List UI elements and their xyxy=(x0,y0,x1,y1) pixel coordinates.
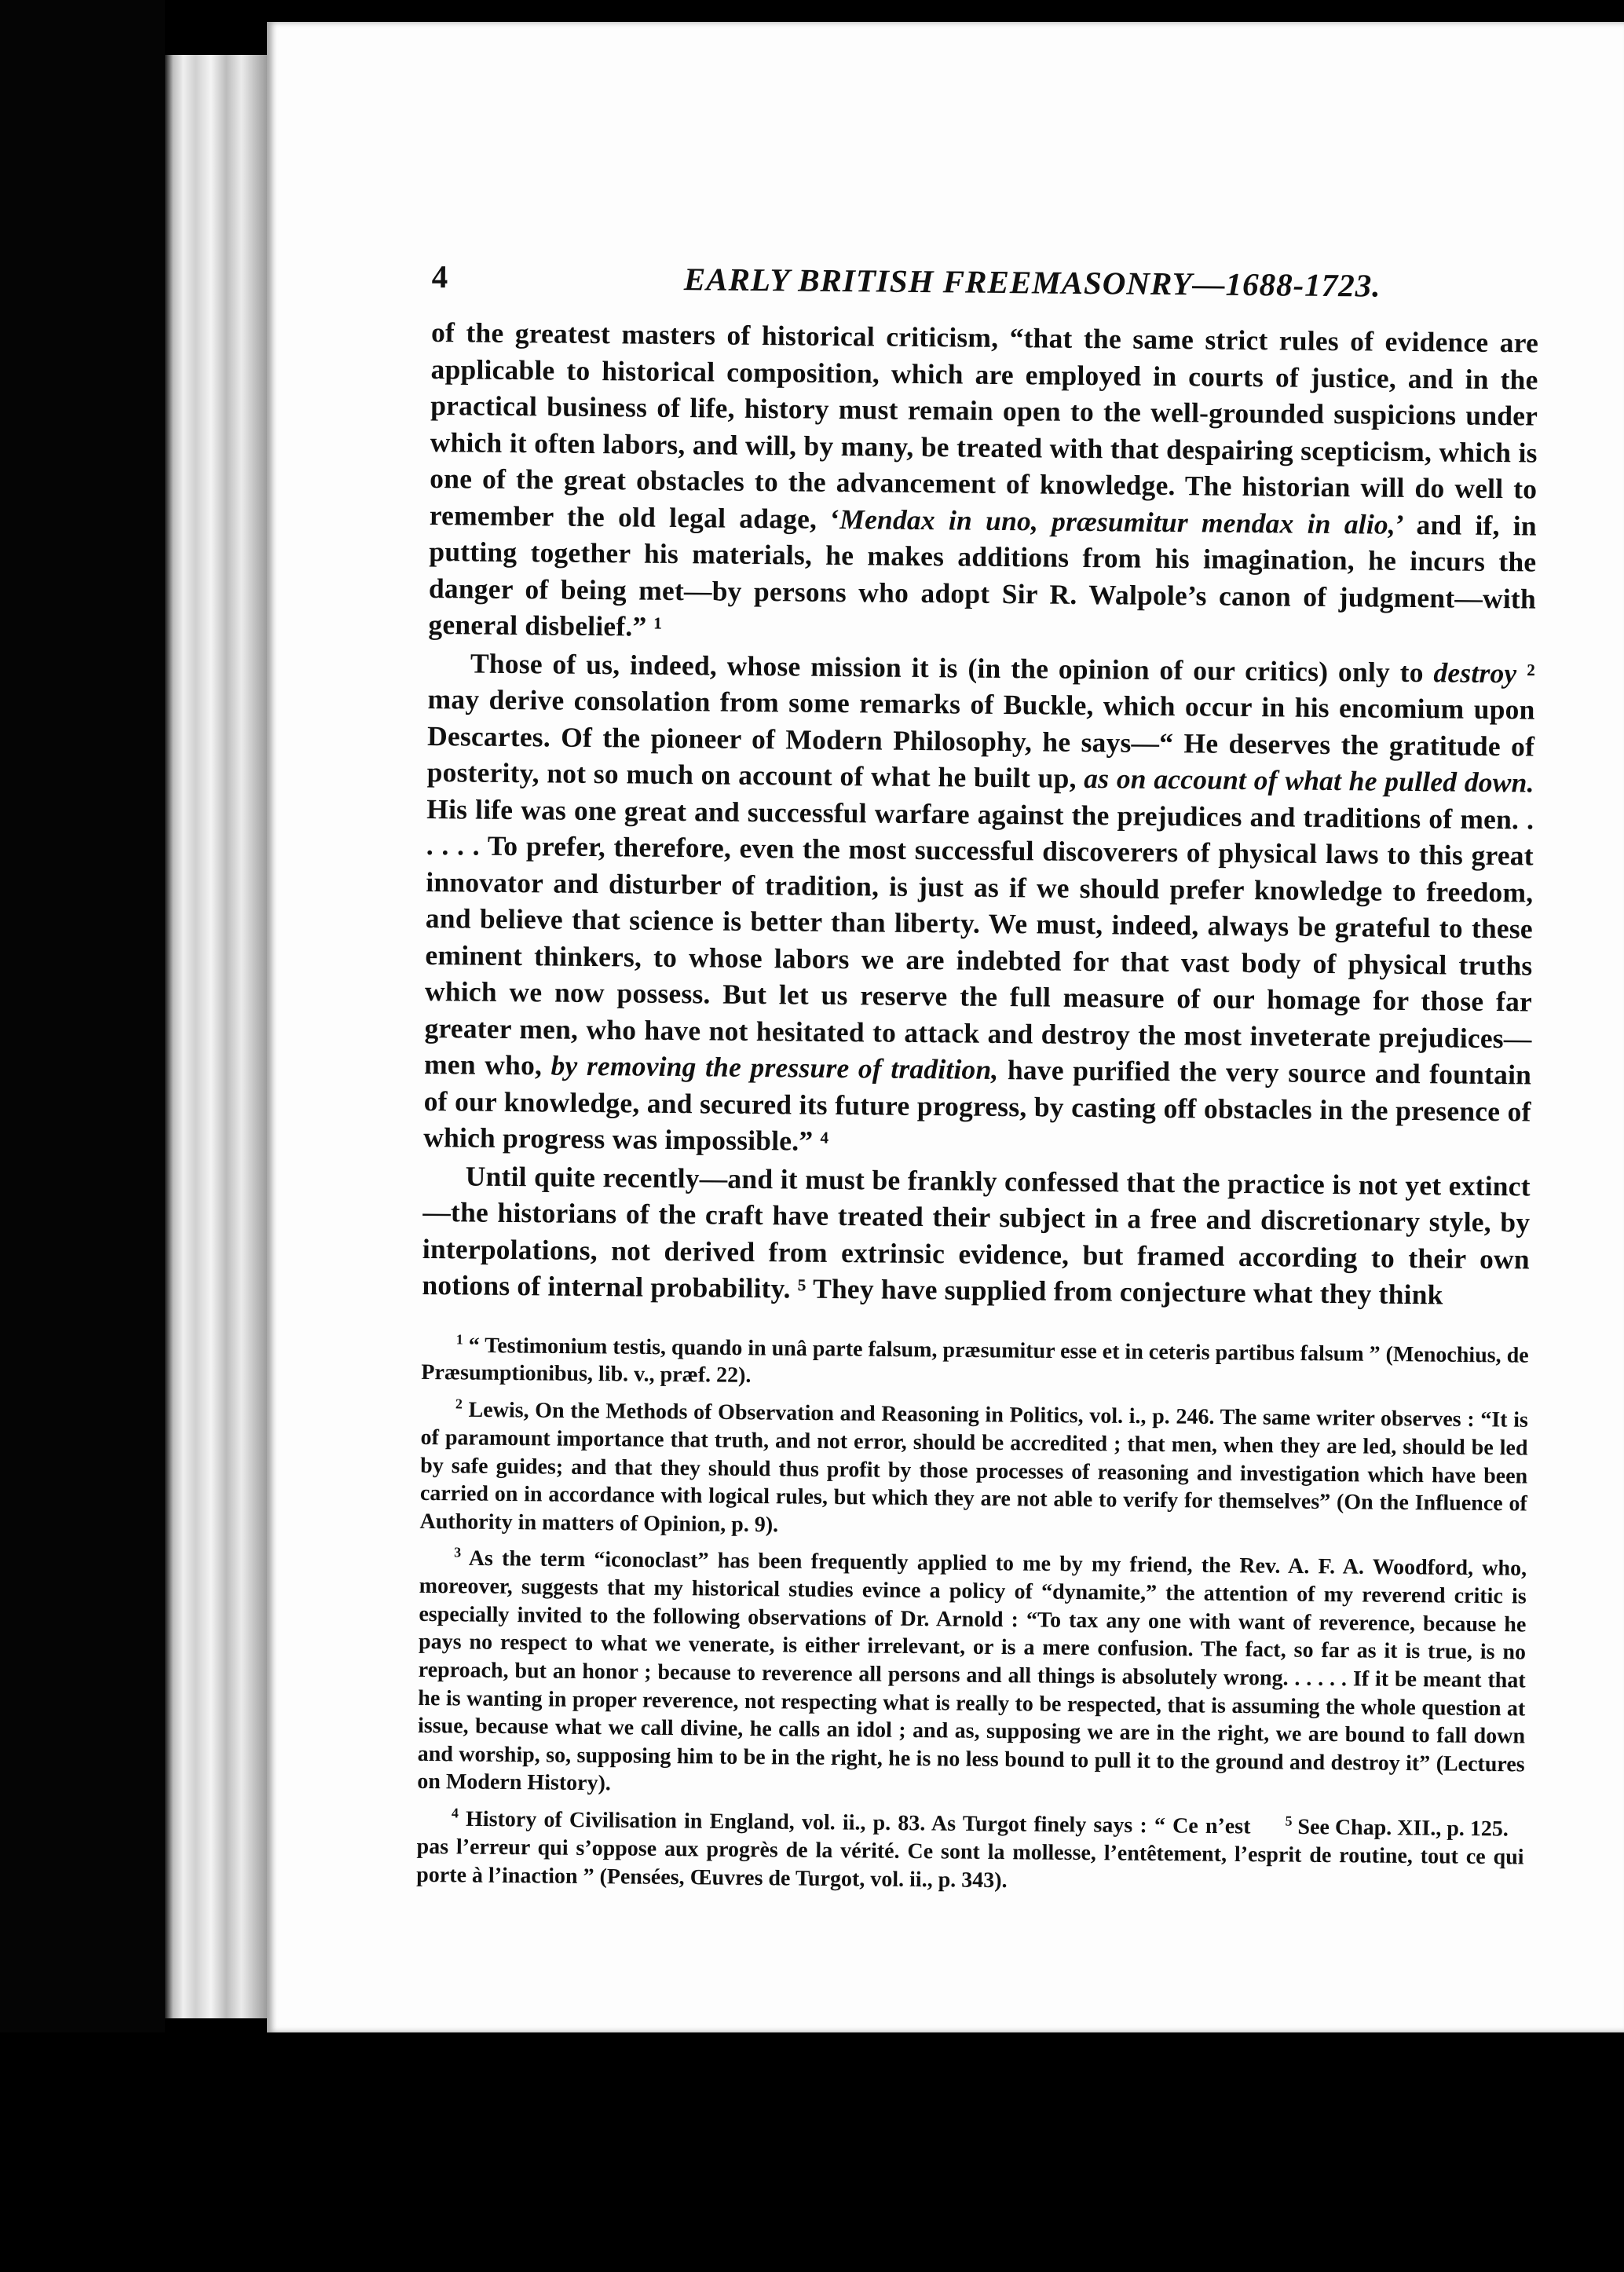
footnote-marker: 2 xyxy=(455,1396,463,1412)
footnotes xyxy=(416,1325,1529,1899)
book-spine-shadow xyxy=(0,0,165,2272)
footnote-text: As the term “iconoclast” has been frequently applied to me by my friend, the Rev. A. F. A. Woodford, who, moreover, suggests that my historical studies evince a policy of “dynamite,” the attention of my reverend critic is especially invited to the following observations of Dr. Arnold : “To tax any one with want of reverence, because he pays no respect to what we venerate, is either irrelevant, or is a mere confusion. The fact, so far as it is true, is no reproach, but an honor ; because to reverence all persons and all things is absolutely wrong. . . . . . If it be meant that he is wanting in proper reverence, not respecting what is really to be respected, that is assuming the whole question at issue, because what we call divine, he calls an idol ; and as, supposing we are in the right, we are bound to fall down and worship, so, supposing him to be in the right, he is no less bound to pull it to the ground and destroy it” (Lectures on Modern History). xyxy=(417,1546,1527,1796)
page-content xyxy=(416,258,1539,1903)
scan-background-bottom xyxy=(0,2032,1624,2272)
footnote-4 xyxy=(416,1799,1524,1900)
book-page xyxy=(267,22,1624,2032)
p1-text-c: ’ and if, in putting together his materials, he makes additions from his imagination, he incurs the danger of being met—by persons who adopt Sir R. Walpole’s canon of judgment—with general disbelief.” ¹ xyxy=(428,508,1537,642)
p2-text-g: have purified the very source and fountain of our knowledge, and secured its future progress, by casting off obstacles in the presence of which progress was impossible.” ⁴ xyxy=(423,1053,1532,1157)
p1-latin-adage: Mendax in uno, præsumitur mendax in alio, xyxy=(839,503,1396,540)
paragraph-1 xyxy=(428,314,1538,653)
body-text xyxy=(422,314,1538,1314)
paragraph-3: Until quite recently—and it must be frankly confessed that the practice is not yet extinct—the historians of the craft have treated their subject in a free and discretionary style, by interpolations, not derived from extrinsic evidence, but framed according to their own notions of internal probability. ⁵ They have supplied from conjecture what they think xyxy=(422,1159,1531,1311)
footnote-text: See Chap. XII., p. 125. xyxy=(1297,1814,1509,1842)
footnote-text: “ Testimonium testis, quando in unâ parte falsum, præsumitur esse et in ceteris partibus falsum ” (Menochius, de Præsumptionibus, lib. v., præf. 22). xyxy=(421,1333,1529,1388)
footnote-marker: 4 xyxy=(451,1805,459,1821)
footnote-3 xyxy=(417,1538,1527,1806)
p2-text-c: ² may derive consolation from some remarks of Buckle, which occur in his encomium upon Descartes. Of the pioneer of Modern Philosophy, he says—“ He deserves the gratitude of posterity, not so much on account of what he built up, xyxy=(426,657,1536,794)
footnote-marker: 3 xyxy=(454,1544,462,1560)
p2-emphasis-tradition: by removing the pressure of tradition, xyxy=(550,1049,999,1085)
footnote-5 xyxy=(1250,1807,1509,1843)
running-head xyxy=(431,258,1539,316)
p2-text-e: His life was one great and successful warfare against the prejudices and traditions of men. . . . . . To prefer, therefore, even the most successful discoverers of physical laws to this great innovator and disturber of tradition, is just as if we should prefer knowledge to freedom, and believe that science is better than liberty. We must, indeed, always be grateful to these eminent thinkers, to whose labors we are indebted for that vast body of physical truths which we now possess. But let us reserve the full measure of our homage for those far greater men, who have not hesitated to attack and destroy the most inveterate prejudices—men who, xyxy=(423,792,1534,1081)
page-number: 4 xyxy=(431,258,449,295)
p2-text-a: Those of us, indeed, whose mission it is (in the opinion of our critics) only to xyxy=(470,646,1434,688)
footnote-marker: 1 xyxy=(455,1330,463,1347)
paragraph-2 xyxy=(423,644,1535,1166)
p2-emphasis-destroy: destroy xyxy=(1433,656,1517,689)
p2-emphasis-pulled-down: as on account of what he pulled down. xyxy=(1084,763,1534,799)
p1-text-a: of the greatest masters of historical criticism, “that the same strict rules of evidence are applicable to historical composition, which are employed in courts of justice, and in the practical business of life, history must remain open to the well-grounded suspicions under which it often labors, and will, by many, be treated with that despairing scepticism, which is one of the great obstacles to the advancement of knowledge. The historian will do well to remember the old legal adage, ‘ xyxy=(429,316,1539,535)
footnote-text: History of Civilisation in England, vol. ii., p. 83. As Turgot finely says : “ Ce n’est pas l’erreur qui s’oppose aux progrès de la vérité. Ce sont la mollesse, l’entêtement, l’esprit de routine, tout ce qui porte à l’inaction ” (Pensées, Œuvres de Turgot, vol. ii., p. 343). xyxy=(416,1806,1524,1893)
running-title: EARLY BRITISH FREEMASONRY—1688-1723. xyxy=(683,261,1381,304)
footnote-marker: 5 xyxy=(1285,1813,1293,1829)
footnote-2 xyxy=(419,1390,1528,1546)
footnote-text: Lewis, On the Methods of Observation and Reasoning in Politics, vol. i., p. 246. The same writer observes : “It is of paramount importance that truth, and not error, should be accredited ; that men, when they are led, should be led by safe guides; and that they should thus profit by those processes of reasoning and investigation which have been carried on in accordance with logical rules, but which they are not able to verify for themselves” (On the Influence of Authority in matters of Opinion, p. 9). xyxy=(419,1397,1529,1538)
page-edges xyxy=(165,55,267,2018)
footnote-1 xyxy=(421,1325,1529,1397)
